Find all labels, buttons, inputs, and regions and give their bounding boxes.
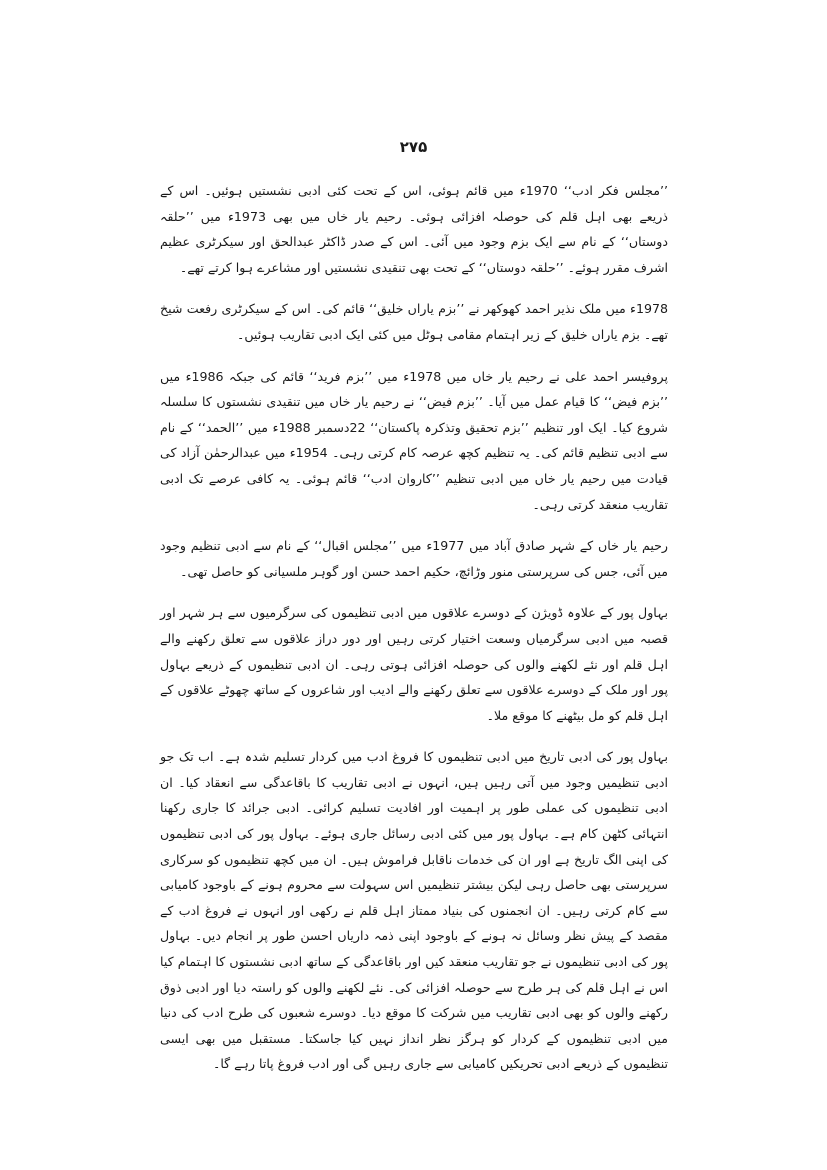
- paragraph-bazm-fareed: پروفیسر احمد علی نے رحیم یار خاں میں 1978ء میں ’’بزم فرید‘‘ قائم کی جبکہ 1986ء میں ’’بزم فیض‘‘ کا قیام عمل میں آیا۔ ’’بزم فیض‘‘ نے رحیم یار خاں میں تنقیدی نشستوں کا سلسلہ شروع کیا۔ ایک اور تنظیم ’’بزم تحقیق وتذکرہ پاکستان‘‘ 22دسمبر 1988ء میں ’’الحمد‘‘ کے نام سے ادبی تنظیم قائم کی۔ یہ تنظیم کچھ عرصہ کام کرتی رہی۔ 1954ء میں عبدالرحمٰن آزاد کی قیادت میں رحیم یار خاں میں ادبی تنظیم ’’کاروان ادب‘‘ قائم ہوئی۔ یہ کافی عرصے تک ادبی تقاریب منعقد کرتی رہی۔: [160, 368, 668, 512]
- paragraph-conclusion: بہاول پور کی ادبی تاریخ میں ادبی تنظیموں کا فروغ ادب میں کردار تسلیم شدہ ہے۔ اب تک جو ادبی تنظیمیں وجود میں آتی رہیں ہیں، انہوں نے ادبی تقاریب کا باقاعدگی سے انعقاد کیا۔ ان ادبی تنظیموں کی عملی طور پر اہمیت اور افادیت تسلیم کرائی۔ ادبی جرائد کا جاری رکھنا انتہائی کٹھن کام ہے۔ بہاول پور میں کئی ادبی رسائل جاری ہوئے۔ بہاول پور کی ادبی تنظیموں کی اپنی الگ تاریخ ہے اور ان کی خدمات ناقابل فراموش ہیں۔ ان میں کچھ تنظیموں کو سرکاری سرپرستی بھی حاصل رہی لیکن بیشتر تنظیمیں اس سہولت سے محروم ہونے کے باوجود کامیابی سے کام کرتی رہیں۔ ان انجمنوں کی بنیاد ممتاز اہل قلم نے رکھی اور انہوں نے فروغ ادب کے مقصد کے پیش نظر وسائل نہ ہونے کے باوجود اپنی ذمہ داریاں احسن طور پر انجام دیں۔ بہاول پور کی ادبی تنظیموں نے جو تقاریب منعقد کیں اور باقاعدگی کے ساتھ ادبی نشستوں کا اہتمام کیا اس نے اہل قلم کی ہر طرح سے حوصلہ افزائی کی۔ نئے لکھنے والوں کو راستہ دیا اور ادبی ذوق رکھنے والوں کو بھی ادبی تقاریب میں شرکت کا موقع دیا۔ دوسرے شعبوں کی طرح ادب کی دنیا میں ادبی تنظیموں کے کردار کو ہرگز نظر انداز نہیں کیا جاسکتا۔ مستقبل میں بھی ایسی تنظیموں کے ذریعے ادبی تحریکیں کامیابی سے جاری رہیں گی اور ادب فروغ پاتا رہے گا۔: [160, 749, 668, 1072]
- paragraph-division-activities: بہاول پور کے علاوہ ڈویژن کے دوسرے علاقوں میں ادبی تنظیموں کی سرگرمیوں سے ہر شہر اور قصبہ میں ادبی سرگرمیاں وسعت اختیار کرتی رہیں اور دور دراز علاقوں سے تعلق رکھنے والے اہل قلم اور نئے لکھنے والوں کی حوصلہ افزائی ہوتی رہی۔ ان ادبی تنظیموں کے ذریعے بہاول پور اور ملک کے دوسرے علاقوں سے تعلق رکھنے والے ادیب اور شاعروں کے ساتھ چھوٹے علاقوں کے اہل قلم کو مل بیٹھنے کا موقع ملا۔: [160, 605, 668, 723]
- page-number: ۲۷۵: [399, 138, 428, 156]
- body-text: [160, 178, 668, 1093]
- paragraph-majlis-fikr-adab: ’’مجلس فکر ادب‘‘ 1970ء میں قائم ہوئی، اس کے تحت کئی ادبی نشستیں ہوئیں۔ اس کے ذریعے بھی اہل قلم کی حوصلہ افزائی ہوئی۔ رحیم یار خاں میں بھی 1973ء میں ’’حلقہ دوستاں‘‘ کے نام سے ایک بزم وجود میں آئی۔ اس کے صدر ڈاکٹر عبدالحق اور سیکرٹری عظیم اشرف مقرر ہوئے۔ ’’حلقہ دوستاں‘‘ کے تحت بھی تنقیدی نشستیں اور مشاعرے ہوا کرتے تھے۔: [160, 183, 668, 275]
- paragraph-bazm-yaran-khaleeq: 1978ء میں ملک نذیر احمد کھوکھر نے ’’بزم یاراں خلیق‘‘ قائم کی۔ اس کے سیکرٹری رفعت شیخ تھے۔ بزم یاراں خلیق کے زیر اہتمام مقامی ہوٹل میں کئی ایک ادبی تقاریب ہوئیں۔: [160, 301, 668, 342]
- paragraph-majlis-iqbal: رحیم یار خاں کے شہر صادق آباد میں 1977ء میں ’’مجلس اقبال‘‘ کے نام سے ادبی تنظیم وجود میں آئی، جس کی سرپرستی منور وڑائچ، حکیم احمد حسن اور گوہر ملسیانی کو حاصل تھی۔: [160, 538, 668, 579]
